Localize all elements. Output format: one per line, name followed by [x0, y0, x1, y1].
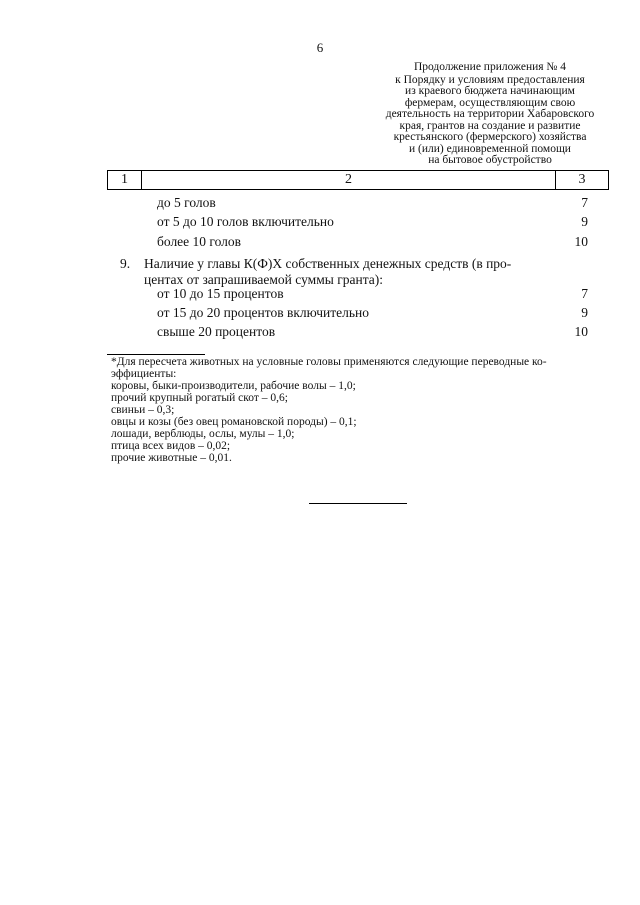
- column-header-1: 1: [108, 171, 142, 189]
- end-of-document-rule: [309, 503, 407, 504]
- column-header-2: 2: [142, 171, 556, 189]
- page-number: 6: [316, 40, 324, 55]
- score-value: 7: [581, 286, 588, 301]
- footnote-line: овцы и козы (без овец романовской породы) – 0,1;: [111, 416, 357, 428]
- appendix-title: Продолжение приложения № 4: [413, 61, 567, 73]
- criterion-text: от 15 до 20 процентов включительно: [157, 305, 369, 320]
- footnote-line: прочий крупный рогатый скот – 0,6;: [111, 392, 288, 404]
- score-value: 9: [581, 305, 588, 320]
- appendix-line: на бытовое обустройство: [428, 154, 552, 166]
- footnote-line: птица всех видов – 0,02;: [111, 440, 231, 452]
- column-header-3: 3: [578, 172, 586, 187]
- appendix-line: из краевого бюджета начинающим: [405, 85, 575, 97]
- footnote-line: прочие животные – 0,01.: [111, 452, 232, 464]
- criterion-heading: [144, 256, 556, 288]
- footnote-line: *Для пересчета животных на условные головы применяются следующие переводные ко-: [111, 356, 547, 368]
- criterion-text: свыше 20 процентов: [157, 324, 276, 339]
- appendix-line: и (или) единовременной помощи: [409, 142, 571, 155]
- criterion-text: более 10 голов: [157, 234, 242, 249]
- score-value: 10: [574, 324, 588, 339]
- criterion-text: от 5 до 10 голов включительно: [157, 214, 334, 229]
- criterion-number: 9.: [120, 256, 131, 271]
- criterion-text: до 5 голов: [157, 195, 216, 210]
- appendix-header: [370, 62, 610, 167]
- appendix-line: крестьянского (фермерского) хозяйства: [393, 131, 587, 143]
- table-header-row: [107, 170, 609, 190]
- footnote-line: эффициенты:: [111, 368, 177, 380]
- criterion-heading-line: Наличие у главы К(Ф)Х собственных денежных средств (в про-: [144, 256, 512, 271]
- footnote-line: коровы, быки-производители, рабочие волы – 1,0;: [111, 380, 356, 392]
- footnote-line: лошади, верблюды, ослы, мулы – 1,0;: [111, 428, 295, 440]
- score-value: 7: [581, 195, 588, 210]
- criterion-heading-line: центах от запрашиваемой суммы гранта):: [144, 272, 383, 287]
- score-value: 10: [574, 234, 588, 249]
- appendix-line: фермерам, осуществляющим свою: [404, 96, 576, 109]
- footnote: [111, 356, 611, 464]
- footnote-divider: [107, 354, 205, 355]
- criterion-text: от 10 до 15 процентов: [157, 286, 284, 301]
- score-value: 9: [581, 214, 588, 229]
- appendix-line: деятельность на территории Хабаровского: [385, 108, 595, 120]
- footnote-line: свиньи – 0,3;: [111, 404, 175, 416]
- appendix-line: к Порядку и условиям предоставления: [395, 73, 585, 86]
- appendix-line: края, грантов на создание и развитие: [399, 119, 581, 132]
